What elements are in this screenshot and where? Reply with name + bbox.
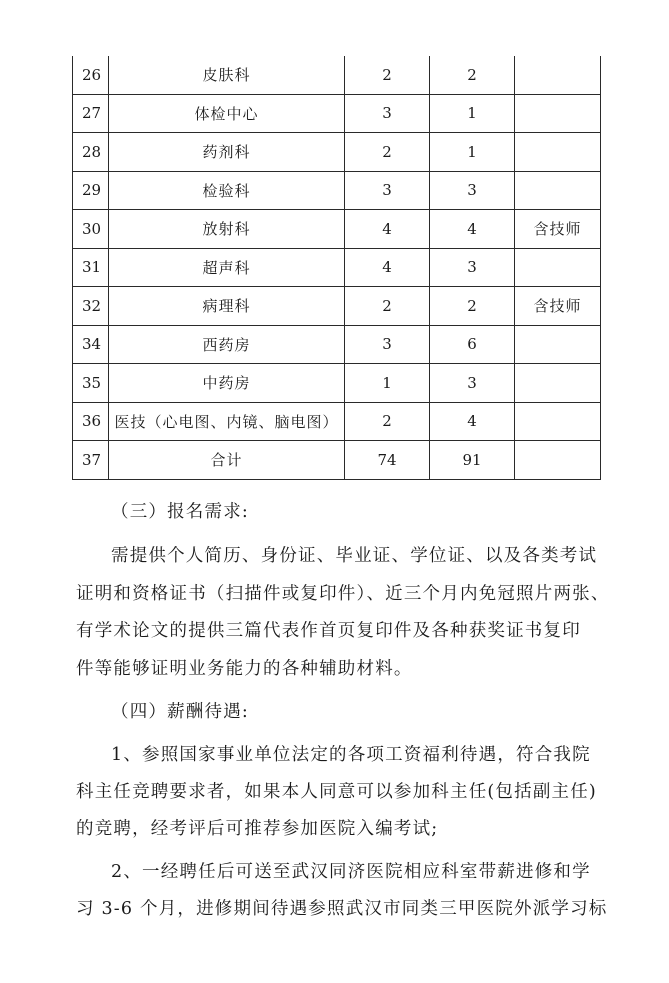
planned-count-cell: 2 xyxy=(345,56,430,94)
salary-heading: （四）薪酬待遇: xyxy=(111,702,249,722)
row-number-cell: 37 xyxy=(73,441,109,480)
planned-count-cell: 1 xyxy=(345,364,430,403)
table-row xyxy=(73,56,601,94)
planned-count-cell: 2 xyxy=(345,402,430,441)
table-row xyxy=(73,364,601,403)
remark-cell xyxy=(515,94,601,133)
table-row xyxy=(73,210,601,249)
planned-count-cell: 2 xyxy=(345,133,430,172)
department-cell: 超声科 xyxy=(109,248,345,287)
row-number-cell: 34 xyxy=(73,325,109,364)
remark-cell xyxy=(515,133,601,172)
table-row xyxy=(73,287,601,326)
remark-cell xyxy=(515,364,601,403)
table-row xyxy=(73,133,601,172)
department-cell: 皮肤科 xyxy=(109,56,345,94)
actual-count-cell: 3 xyxy=(430,364,515,403)
planned-count-cell: 3 xyxy=(345,94,430,133)
row-number-cell: 35 xyxy=(73,364,109,403)
planned-count-cell: 3 xyxy=(345,325,430,364)
row-number-cell: 29 xyxy=(73,171,109,210)
remark-cell xyxy=(515,248,601,287)
row-number-cell: 26 xyxy=(73,56,109,94)
planned-count-cell: 4 xyxy=(345,248,430,287)
table-row xyxy=(73,94,601,133)
department-cell: 检验科 xyxy=(109,171,345,210)
planned-count-cell: 2 xyxy=(345,287,430,326)
actual-count-cell: 6 xyxy=(430,325,515,364)
registration-text-line-3: 有学术论文的提供三篇代表作首页复印件及各种获奖证书复印 xyxy=(76,621,581,641)
actual-count-cell: 2 xyxy=(430,287,515,326)
actual-count-cell: 3 xyxy=(430,248,515,287)
department-cell: 体检中心 xyxy=(109,94,345,133)
registration-text-line-4: 件等能够证明业务能力的各种辅助材料。 xyxy=(76,659,413,679)
actual-count-cell: 91 xyxy=(430,441,515,480)
actual-count-cell: 1 xyxy=(430,94,515,133)
actual-count-cell: 4 xyxy=(430,210,515,249)
row-number-cell: 31 xyxy=(73,248,109,287)
salary-item-1-line-3: 的竞聘，经考评后可推荐参加医院入编考试; xyxy=(76,819,439,839)
actual-count-cell: 4 xyxy=(430,402,515,441)
row-number-cell: 36 xyxy=(73,402,109,441)
planned-count-cell: 3 xyxy=(345,171,430,210)
registration-heading: （三）报名需求: xyxy=(111,502,249,522)
actual-count-cell: 1 xyxy=(430,133,515,172)
registration-text-line-1: 需提供个人简历、身份证、毕业证、学位证、以及各类考试 xyxy=(111,546,598,566)
department-cell: 药剂科 xyxy=(109,133,345,172)
remark-cell xyxy=(515,325,601,364)
table-row xyxy=(73,248,601,287)
department-cell: 放射科 xyxy=(109,210,345,249)
remark-cell xyxy=(515,56,601,94)
registration-text-line-2: 证明和资格证书（扫描件或复印件）、近三个月内免冠照片两张、 xyxy=(76,584,610,604)
actual-count-cell: 3 xyxy=(430,171,515,210)
table-row xyxy=(73,441,601,480)
remark-cell xyxy=(515,171,601,210)
salary-item-1-line-1: 1、参照国家事业单位法定的各项工资福利待遇，符合我院 xyxy=(111,745,591,765)
row-number-cell: 27 xyxy=(73,94,109,133)
row-number-cell: 28 xyxy=(73,133,109,172)
remark-cell: 含技师 xyxy=(515,287,601,326)
staffing-table xyxy=(72,56,601,480)
salary-item-2-line-1: 2、一经聘任后可送至武汉同济医院相应科室带薪进修和学 xyxy=(111,862,591,882)
table-row xyxy=(73,325,601,364)
table-row xyxy=(73,402,601,441)
row-number-cell: 32 xyxy=(73,287,109,326)
planned-count-cell: 4 xyxy=(345,210,430,249)
planned-count-cell: 74 xyxy=(345,441,430,480)
department-cell: 中药房 xyxy=(109,364,345,403)
salary-item-2-line-2: 习 3-6 个月，进修期间待遇参照武汉市同类三甲医院外派学习标 xyxy=(76,899,608,919)
department-cell: 西药房 xyxy=(109,325,345,364)
actual-count-cell: 2 xyxy=(430,56,515,94)
salary-item-1-line-2: 科主任竞聘要求者，如果本人同意可以参加科主任(包括副主任) xyxy=(76,782,597,802)
department-cell: 医技（心电图、内镜、脑电图） xyxy=(109,402,345,441)
row-number-cell: 30 xyxy=(73,210,109,249)
remark-cell xyxy=(515,441,601,480)
department-cell: 病理科 xyxy=(109,287,345,326)
table-row xyxy=(73,171,601,210)
remark-cell xyxy=(515,402,601,441)
department-cell: 合计 xyxy=(109,441,345,480)
remark-cell: 含技师 xyxy=(515,210,601,249)
